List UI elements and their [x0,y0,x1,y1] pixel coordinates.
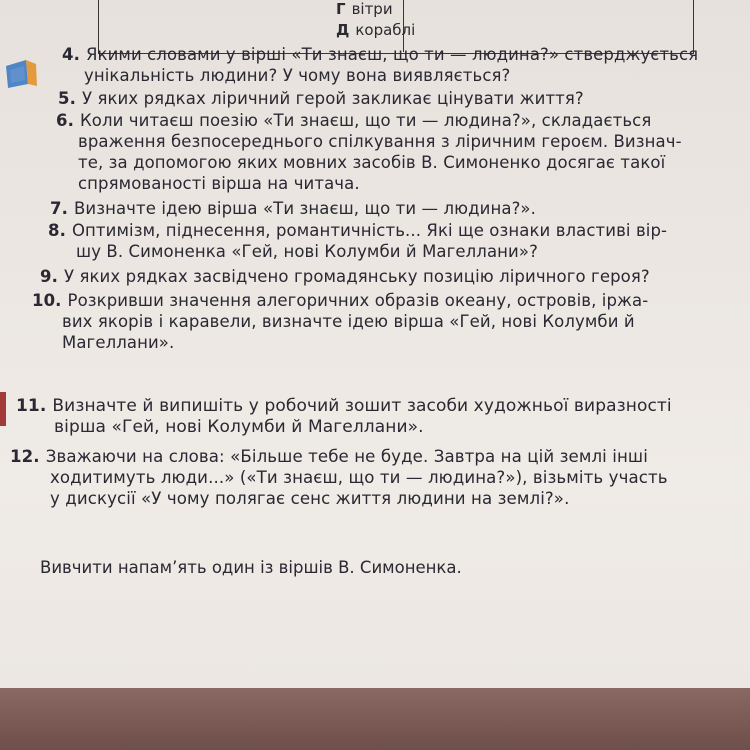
option-d [336,21,415,39]
option-letter: Г [336,0,346,18]
question-line: враження безпосереднього спілкування з ліричним героєм. Визнач- [78,132,682,151]
question-number: 8. [48,221,66,240]
question-number: 9. [40,267,58,286]
question-5 [58,88,584,109]
question-line: У яких рядках ліричний герой закликає цінувати життя? [81,89,584,108]
question-4 [62,44,698,86]
question-line: Магеллани». [62,333,175,352]
question-line: вих якорів і каравели, визначте ідею вірша «Гей, нові Колумби й [62,312,635,331]
question-11 [16,396,672,438]
question-line: шу В. Симоненка «Гей, нові Колумби й Магеллани»? [76,242,538,261]
question-number: 10. [32,291,62,310]
question-8 [48,220,667,262]
question-line: спрямованості вірша на читача. [78,174,360,193]
question-line: вірша «Гей, нові Колумби й Магеллани». [54,417,424,437]
option-text: вітри [351,0,393,18]
question-line: Визначте ідею вірша «Ти знаєш, що ти — людина?». [73,199,536,218]
question-7 [50,198,536,219]
question-12 [10,446,668,509]
question-line: унікальність людини? У чому вона виявляється? [84,66,511,85]
question-number: 4. [62,45,80,64]
final-task: Вивчити напам’ять один із віршів В. Симоненка. [40,558,462,577]
question-number: 11. [16,396,47,416]
question-number: 6. [56,111,74,130]
question-line: У яких рядках засвідчено громадянську позицію ліричного героя? [63,267,650,286]
question-9 [40,266,650,287]
bookmark-flag-icon [4,58,38,90]
question-line: Визначте й випишіть у робочий зошит засоби художньої виразності [52,396,672,416]
option-letter: Д [336,21,350,39]
question-number: 5. [58,89,76,108]
table-surface [0,688,750,750]
question-line: ходитимуть люди...» («Ти знаєш, що ти — людина?»), візьміть участь [50,468,668,487]
question-line: Оптимізм, піднесення, романтичність... Які ще ознаки властиві вір- [71,221,668,240]
question-line: те, за допомогою яких мовних засобів В. Симоненко досягає такої [78,153,666,172]
question-line: Якими словами у вірші «Ти знаєш, що ти — людина?» стверджується [85,45,699,64]
option-text: кораблі [355,21,416,39]
question-number: 12. [10,447,40,466]
question-line: Розкривши значення алегоричних образів океану, островів, іржа- [67,291,649,310]
question-6 [56,110,682,194]
question-line: Коли читаєш поезію «Ти знаєш, що ти — людина?», складається [79,111,652,130]
question-10 [32,290,648,353]
option-g [336,0,393,18]
question-number: 7. [50,199,68,218]
question-line: Зважаючи на слова: «Більше тебе не буде. Завтра на цій землі інші [45,447,648,466]
question-line: у дискусії «У чому полягає сенс життя людини на землі?». [50,489,570,508]
highlight-marker [0,392,6,426]
